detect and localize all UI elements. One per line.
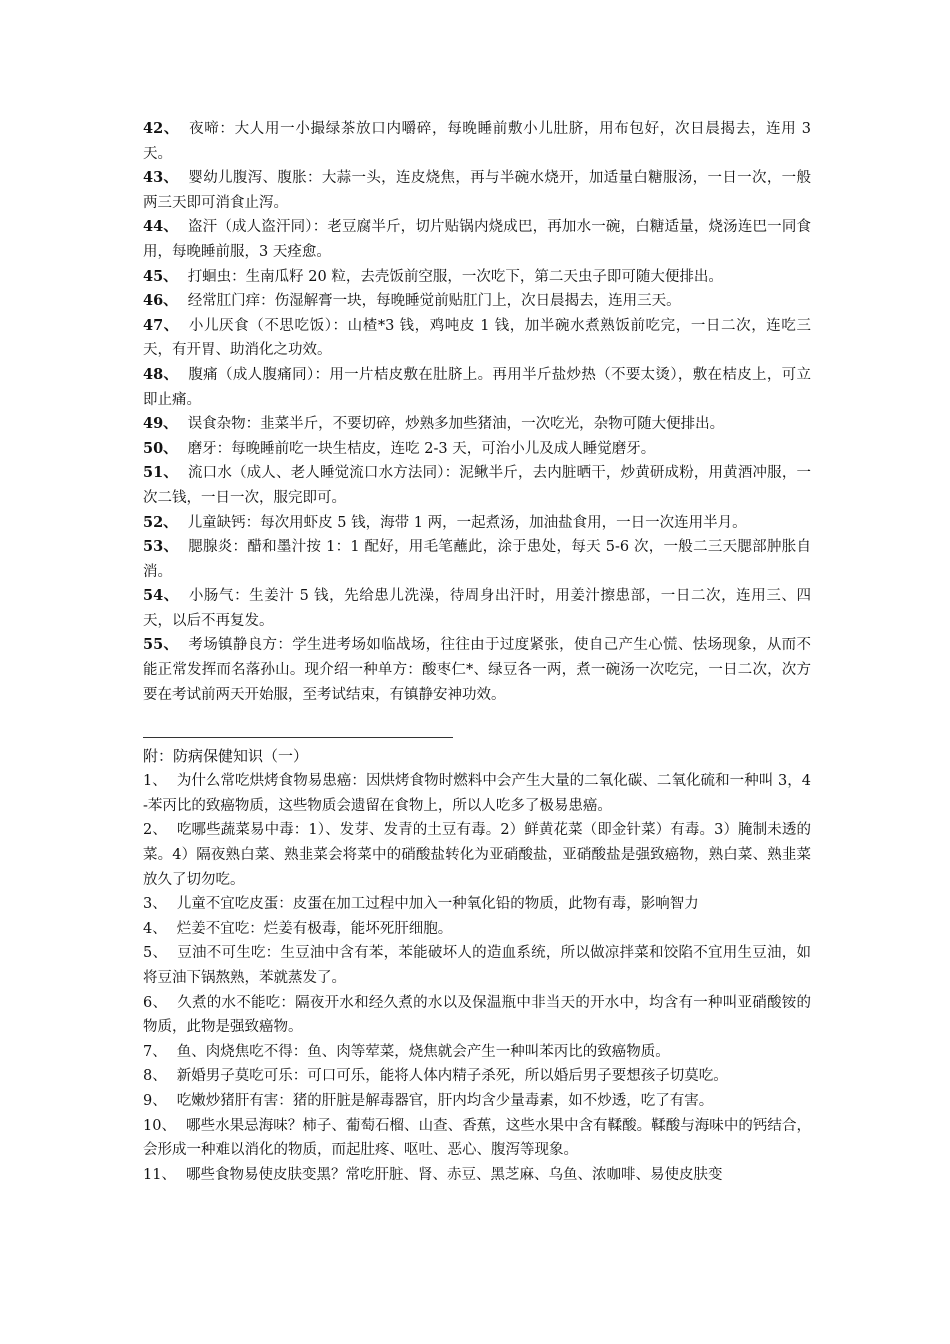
appendix-entry <box>143 892 811 917</box>
appendix-number: 9、 <box>143 1092 167 1109</box>
remedy-number: 55、 <box>143 636 179 654</box>
appendix-text: 烂姜不宜吃：烂姜有极毒，能坏死肝细胞。 <box>176 920 453 937</box>
appendix-entry <box>143 991 811 1040</box>
appendix-number: 4、 <box>143 920 167 937</box>
remedy-number: 53、 <box>143 538 179 556</box>
remedy-text: 磨牙：每晚睡前吃一块生桔皮，连吃 2-3 天，可治小儿及成人睡觉磨牙。 <box>187 440 656 457</box>
appendix-number: 7、 <box>143 1043 167 1060</box>
remedy-text: 流口水（成人、老人睡觉流口水方法同）：泥鳅半斤，去内脏晒干，炒黄研成粉，用黄酒冲服，一次二钱，一日一次，服完即可。 <box>143 465 811 506</box>
appendix-text: 为什么常吃烘烤食物易患癌：因烘烤食物时燃料中会产生大量的二氧化碳、二氧化硫和一种叫 3，4-苯丙比的致癌物质，这些物质会遗留在食物上，所以人吃多了极易患癌。 <box>143 773 811 814</box>
remedy-list <box>143 117 811 707</box>
remedy-number: 52、 <box>143 513 178 531</box>
appendix-entry <box>143 1040 811 1065</box>
remedy-entry <box>143 535 811 584</box>
appendix-number: 10、 <box>143 1117 177 1134</box>
remedy-entry <box>143 314 811 363</box>
appendix-number: 11、 <box>143 1166 176 1183</box>
remedy-entry <box>143 437 811 462</box>
appendix-number: 3、 <box>143 896 167 913</box>
remedy-text: 小儿厌食（不思吃饭）：山楂*3 钱，鸡吨皮 1 钱，加半碗水煮熟饭前吃完，一日二次，连吃三天，有开胃、助消化之功效。 <box>143 317 811 359</box>
appendix-text: 豆油不可生吃：生豆油中含有苯，苯能破坏人的造血系统，所以做凉拌菜和饺陷不宜用生豆油，如将豆油下锅熬熟，苯就蒸发了。 <box>143 945 811 986</box>
remedy-number: 44、 <box>143 218 178 236</box>
appendix-text: 儿童不宜吃皮蛋：皮蛋在加工过程中加入一种氧化铅的物质，此物有毒，影响智力 <box>176 896 699 913</box>
remedy-entry <box>143 363 811 412</box>
appendix-number: 6、 <box>143 994 168 1011</box>
remedy-text: 夜啼：大人用一小撮绿茶放口内嚼碎，每晚睡前敷小儿肚脐，用布包好，次日晨揭去，连用 3 天。 <box>143 121 811 162</box>
appendix-text: 哪些食物易使皮肤变黑？常吃肝脏、肾、赤豆、黑芝麻、乌鱼、浓咖啡、易使皮肤变 <box>185 1166 723 1183</box>
remedy-number: 54、 <box>143 587 179 605</box>
remedy-text: 盗汗（成人盗汗同）：老豆腐半斤，切片贴锅内烧成巴，再加水一碗，白糖适量，烧汤连巴一同食用，每晚睡前服，3 天痊愈。 <box>143 219 811 260</box>
appendix-entry <box>143 818 811 892</box>
remedy-entry <box>143 117 811 166</box>
remedy-number: 43、 <box>143 169 179 187</box>
appendix-text: 吃哪些蔬菜易中毒：1）、发芽、发青的土豆有毒。2）鲜黄花菜（即金针菜）有毒。3）腌制未透的菜。4）隔夜熟白菜、熟韭菜会将菜中的硝酸盐转化为亚硝酸盐，亚硝酸盐是强致癌物，熟白菜、熟韭菜放久了切勿吃。 <box>143 822 811 888</box>
remedy-text: 儿童缺钙：每次用虾皮 5 钱，海带 1 两，一起煮汤，加油盐食用，一日一次连用半月。 <box>187 514 747 531</box>
appendix-entry <box>143 917 811 942</box>
remedy-entry <box>143 289 811 314</box>
document-page <box>143 117 811 1187</box>
appendix-text: 吃嫩炒猪肝有害：猪的肝脏是解毒器官，肝内均含少量毒素，如不炒透，吃了有害。 <box>176 1092 714 1109</box>
remedy-entry <box>143 265 811 290</box>
remedy-entry <box>143 633 811 707</box>
remedy-text: 腹痛（成人腹痛同）：用一片桔皮敷在肚脐上。再用半斤盐炒热（不要太烫），敷在桔皮上，可立即止痛。 <box>143 366 812 408</box>
appendix-text: 久煮的水不能吃：隔夜开水和经久煮的水以及保温瓶中非当天的开水中，均含有一种叫亚硝酸铵的物质，此物是强致癌物。 <box>143 994 811 1036</box>
remedy-text: 腮腺炎：醋和墨汁按 1：1 配好，用毛笔蘸此，涂于患处，每天 5-6 次，一般二三天腮部肿胀自消。 <box>143 539 811 580</box>
appendix-list <box>143 769 811 1187</box>
remedy-number: 42、 <box>143 120 180 137</box>
appendix-title: 附：防病保健知识（一） <box>143 747 309 766</box>
section-separator <box>143 737 453 738</box>
appendix-text: 新婚男子莫吃可乐：可口可乐，能将人体内精子杀死，所以婚后男子要想孩子切莫吃。 <box>176 1068 728 1085</box>
appendix-entry <box>143 769 811 818</box>
remedy-number: 49、 <box>143 415 178 433</box>
appendix-number: 5、 <box>143 945 168 962</box>
appendix-number: 1、 <box>143 773 167 790</box>
remedy-entry <box>143 166 811 215</box>
remedy-entry <box>143 584 811 633</box>
remedy-text: 误食杂物：韭菜半斤，不要切碎，炒熟多加些猪油，一次吃光，杂物可随大便排出。 <box>187 416 725 433</box>
remedy-entry <box>143 461 811 510</box>
remedy-entry <box>143 511 811 536</box>
remedy-entry <box>143 215 811 264</box>
appendix-number: 8、 <box>143 1068 167 1085</box>
remedy-text: 婴幼儿腹泻、腹胀：大蒜一头，连皮烧焦，再与半碗水烧开，加适量白糖服汤，一日一次，一般两三天即可消食止泻。 <box>143 170 812 211</box>
appendix-entry <box>143 1114 811 1163</box>
remedy-number: 51、 <box>143 464 178 482</box>
remedy-number: 45、 <box>143 267 178 285</box>
appendix-number: 2、 <box>143 822 167 839</box>
remedy-number: 46、 <box>143 292 178 310</box>
remedy-text: 小肠气：生姜汁 5 钱，先给患儿洗澡，待周身出汗时，用姜汁擦患部，一日二次，连用三、四天，以后不再复发。 <box>143 588 811 629</box>
remedy-text: 经常肛门痒：伤湿解膏一块，每晚睡觉前贴肛门上，次日晨揭去，连用三天。 <box>187 293 681 310</box>
appendix-entry <box>143 1089 811 1114</box>
section-separator-wrap <box>143 733 811 743</box>
remedy-number: 47、 <box>143 316 179 334</box>
appendix-entry <box>143 1163 811 1188</box>
remedy-number: 50、 <box>143 439 178 457</box>
appendix-text: 哪些水果忌海味？柿子、葡萄石榴、山查、香蕉，这些水果中含有鞣酸。鞣酸与海味中的钙结合，会形成一种难以消化的物质，而起肚疼、呕吐、恶心、腹泻等现象。 <box>143 1117 812 1159</box>
appendix-entry <box>143 1064 811 1089</box>
remedy-text: 打蛔虫：生南瓜籽 20 粒，去壳饭前空服，一次吃下，第二天虫子即可随大便排出。 <box>187 268 723 285</box>
remedy-number: 48、 <box>143 365 179 383</box>
appendix-text: 鱼、肉烧焦吃不得：鱼、肉等荤菜，烧焦就会产生一种叫苯丙比的致癌物质。 <box>176 1043 670 1060</box>
appendix-entry <box>143 941 811 990</box>
remedy-entry <box>143 412 811 437</box>
remedy-text: 考场镇静良方：学生进考场如临战场，往往由于过度紧张，使自己产生心慌、怯场现象，从而不能正常发挥而名落孙山。现介绍一种单方：酸枣仁*、绿豆各一两，煮一碗汤一次吃完，一日二次，次方要在考试前两天开始服，至考试结束，有镇静安神功效。 <box>143 637 812 703</box>
